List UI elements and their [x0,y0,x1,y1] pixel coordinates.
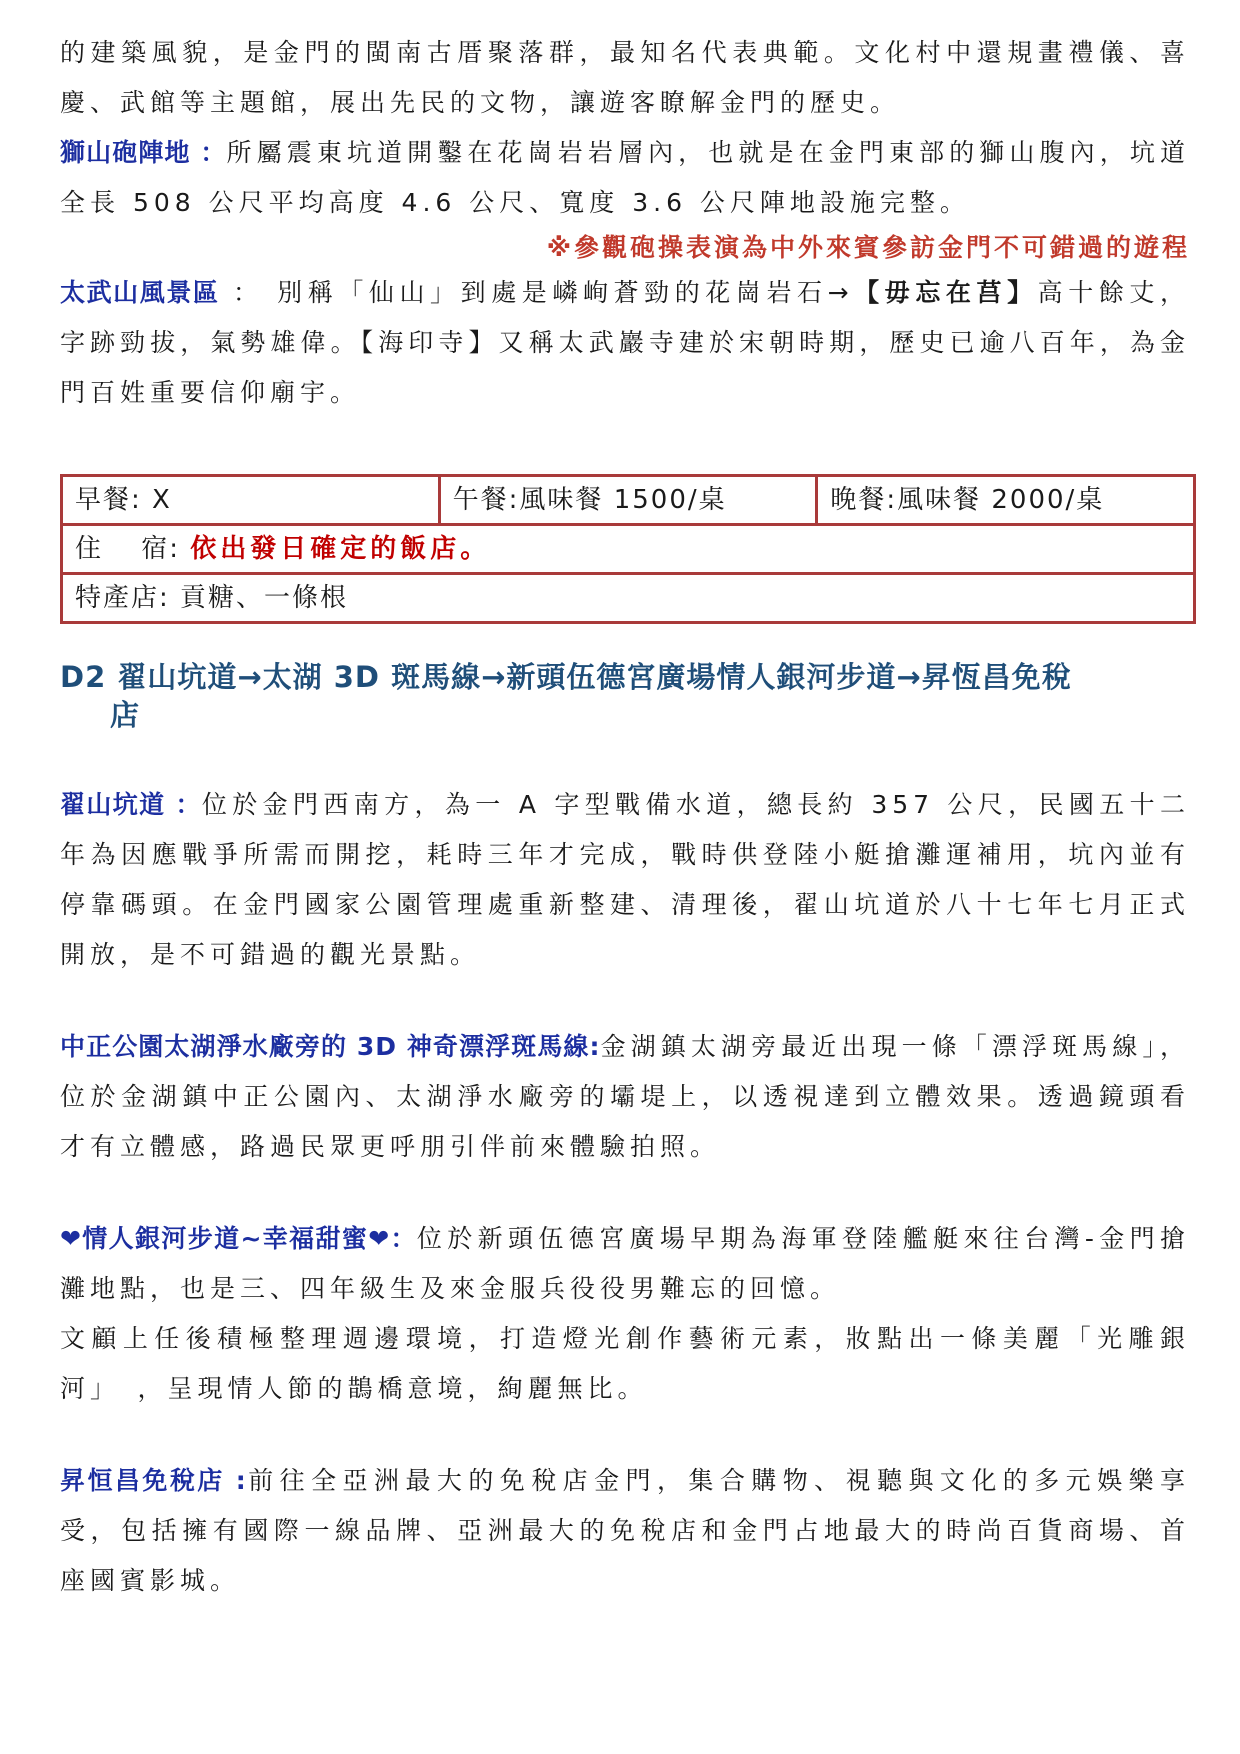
zhaishan-text: 位於金門西南方，為一 A 字型戰備水道，總長約 357 公尺，民國五十二年為因應戰爭所需而開挖，耗時三年才完成，戰時供登陸小艇搶灘運補用，坑內並有停靠碼頭。在金門國家公園管理處重新整建、清理後，翟山坑道於八十七年七月正式開放，是不可錯過的觀光景點。 [60,790,1190,969]
taiwu-sep: ： [233,278,264,307]
dutyfree-text: 前往全亞洲最大的免稅店金門，集合購物、視聽與文化的多元娛樂享受，包括擁有國際一線品牌、亞洲最大的免稅店和金門占地最大的時尚百貨商場、首座國賓影城。 [60,1466,1191,1595]
breakfast-cell: 早餐: X [75,485,172,515]
taiwu-text-a: 別稱「仙山」到處是嶙峋蒼勁的花崗岩石→ [277,278,854,307]
lion-text: 所屬震東坑道開鑿在花崗岩岩層內，也就是在金門東部的獅山腹內，坑道全長 508 公尺平均高度 4.6 公尺、寬度 3.6 公尺陣地設施完整。 [60,138,1190,217]
lodging-label: 住 宿: [75,534,181,564]
taiwu-title: 太武山風景區 [60,278,220,307]
day2-title-line2: 店 [110,698,141,732]
intro-paragraph: 的建築風貌，是金門的閩南古厝聚落群，最知名代表典範。文化村中還規畫禮儀、喜慶、武館等主題館，展出先民的文物，讓遊客瞭解金門的歷史。 [60,38,1190,117]
lion-title: 獅山砲陣地 ： [60,138,227,167]
document-page [60,28,1190,1606]
zhaishan-title: 翟山坑道 ： [60,790,202,819]
day2-title-line1: D2 翟山坑道→太湖 3D 斑馬線→新頭伍德宮廣場情人銀河步道→昇恆昌免稅 [60,660,1072,694]
lion-paragraph [60,128,1190,228]
taiwu-text-b: 高十餘丈，字跡勁拔，氣勢雄偉。【海印寺】又稱太武巖寺建於宋朝時期，歷史已逾八百年，為金門百姓重要信仰廟宇。 [60,278,1190,407]
shop-cell: 特產店: 貢糖、一條根 [75,583,349,613]
meal-table [60,474,1196,624]
galaxy-text-1: 位於新頭伍德宮廣場早期為海軍登陸艦艇來往台灣-金門搶灘地點，也是三、四年級生及來金服兵役役男難忘的回憶。 [60,1224,1190,1303]
galaxy-paragraph [60,1214,1190,1314]
galaxy-paragraph-2: 文顧上任後積極整理週邊環境，打造燈光創作藝術元素，妝點出一條美麗「光雕銀河」 ，呈現情人節的鵲橋意境，絢麗無比。 [60,1324,1190,1403]
dinner-cell: 晚餐:風味餐 2000/桌 [815,477,1193,523]
dutyfree-paragraph [60,1456,1190,1606]
lodging-row [63,523,1193,572]
galaxy-section [60,1214,1190,1414]
day2-title [60,658,1190,734]
zebra-paragraph [60,1022,1190,1172]
lodging-cell [63,526,1193,572]
lunch-cell: 午餐:風味餐 1500/桌 [438,477,816,523]
galaxy-title: ❤情人銀河步道~幸福甜蜜❤： [60,1224,417,1253]
zebra-title: 中正公園太湖淨水廠旁的 3D 神奇漂浮斑馬線: [60,1032,601,1061]
zhaishan-paragraph [60,780,1190,980]
zhaishan-section [60,780,1190,980]
shop-row [63,572,1193,621]
taiwu-paragraph [60,268,1190,418]
lodging-value: 依出發日確定的飯店。 [190,534,491,564]
dutyfree-section [60,1456,1190,1606]
lion-note: ※參觀砲操表演為中外來賓參訪金門不可錯過的遊程 [546,233,1190,262]
zebra-text: 金湖鎮太湖旁最近出現一條「漂浮斑馬線」，位於金湖鎮中正公園內、太湖淨水廠旁的壩堤上，以透視達到立體效果。透過鏡頭看才有立體感，路過民眾更呼朋引伴前來體驗拍照。 [60,1032,1190,1161]
dutyfree-title: 昇恒昌免稅店 : [60,1466,247,1495]
taiwu-bold: 【毋忘在莒】 [853,278,1038,307]
meal-row [63,477,1193,523]
zebra-section [60,1022,1190,1172]
